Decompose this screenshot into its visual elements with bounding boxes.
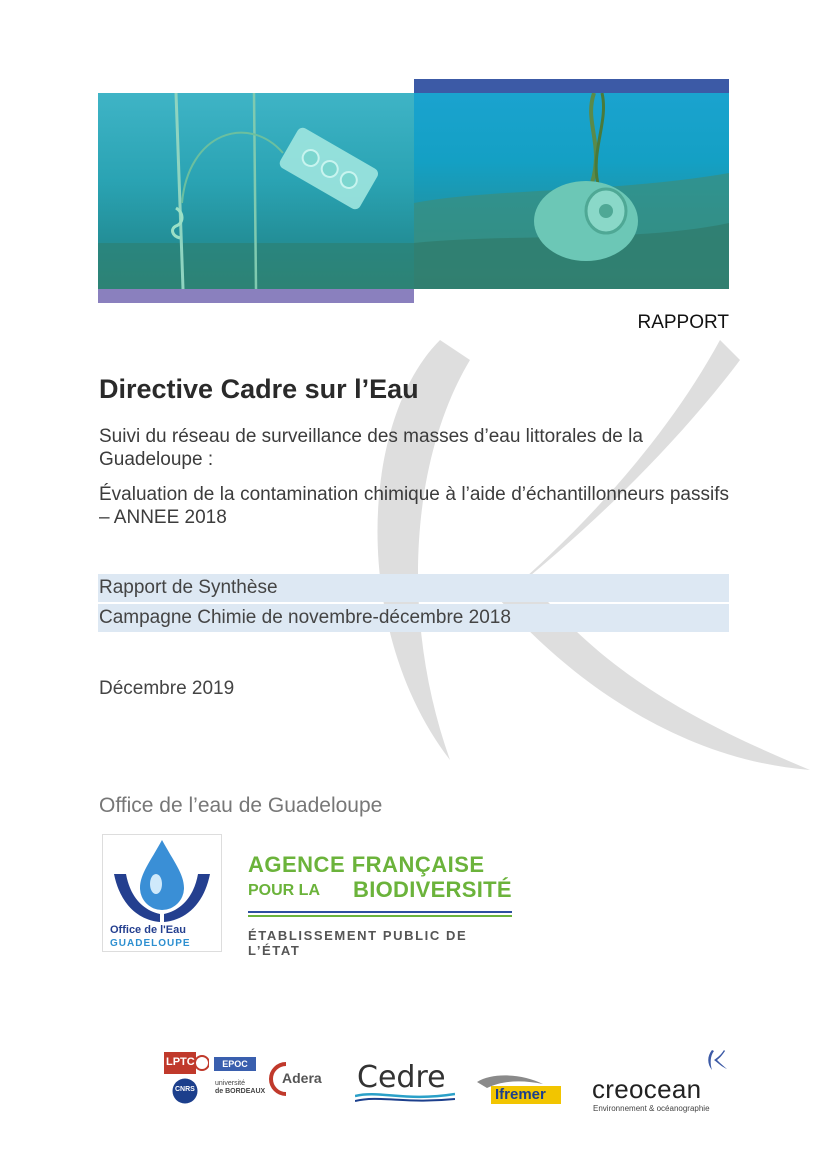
partner-creocean-text: creocean [592, 1074, 702, 1104]
afb-logo-rule-blue [248, 911, 512, 913]
decorative-bar-bottom [98, 289, 414, 303]
afb-logo-rule-green [248, 915, 512, 917]
synthesis-band [98, 574, 729, 602]
decorative-bar-top [414, 79, 729, 93]
office-eau-logo [102, 834, 222, 952]
publication-date: Décembre 2019 [99, 678, 235, 699]
afb-logo-line-1: AGENCE FRANÇAISE [248, 852, 485, 877]
partner-logo-cnrs [172, 1078, 198, 1104]
afb-logo [248, 852, 518, 958]
partner-adera-text: Adera [282, 1070, 322, 1086]
partner-creocean-subtext: Environnement & océanographie [593, 1104, 710, 1113]
partner-cedre-text: Cedre [357, 1060, 446, 1095]
partner-ifremer-text: Ifremer [495, 1086, 546, 1103]
document-subtitle-2: Évaluation de la contamination chimique à l’aide d’échantillonneurs passifs – ANNEE 2018 [99, 484, 729, 528]
partner-ub-line-1: université [215, 1080, 245, 1087]
afb-logo-line-3: ÉTABLISSEMENT PUBLIC DE L’ÉTAT [248, 928, 468, 958]
partner-logo-ifremer [473, 1072, 561, 1104]
document-subtitle-1: Suivi du réseau de surveillance des masses d’eau littorales de la Guadeloupe : [99, 426, 643, 470]
partner-cnrs-text: CNRS [175, 1086, 195, 1093]
creocean-watermark [330, 300, 810, 780]
afb-logo-line-2b: BIODIVERSITÉ [353, 877, 512, 902]
client-name: Office de l’eau de Guadeloupe [99, 794, 383, 817]
office-eau-logo-subtext: GUADELOUPE [110, 938, 191, 949]
partner-lptc-text: LPTC [166, 1056, 195, 1068]
partner-logo-bordeaux [215, 1080, 265, 1096]
afb-logo-line-2a: POUR LA [248, 882, 320, 899]
photo-underwater-sampler-cage [414, 93, 729, 289]
campaign-label: Campagne Chimie de novembre-décembre 2018 [99, 607, 511, 628]
partner-logo-cedre [355, 1060, 455, 1104]
office-eau-logo-text: Office de l'Eau [110, 924, 186, 936]
photo-underwater-sampler-plate [98, 93, 414, 289]
partner-logo-epoc: EPOC [214, 1057, 256, 1071]
partner-logo-lptc [164, 1052, 209, 1074]
campaign-band [98, 604, 729, 632]
partner-ub-line-2: de BORDEAUX [215, 1088, 266, 1095]
document-title: Directive Cadre sur l’Eau [99, 374, 419, 404]
partner-logo-creocean [590, 1048, 730, 1116]
synthesis-label: Rapport de Synthèse [99, 577, 278, 598]
partner-logo-adera [268, 1060, 338, 1098]
report-type-label: RAPPORT [637, 312, 729, 333]
